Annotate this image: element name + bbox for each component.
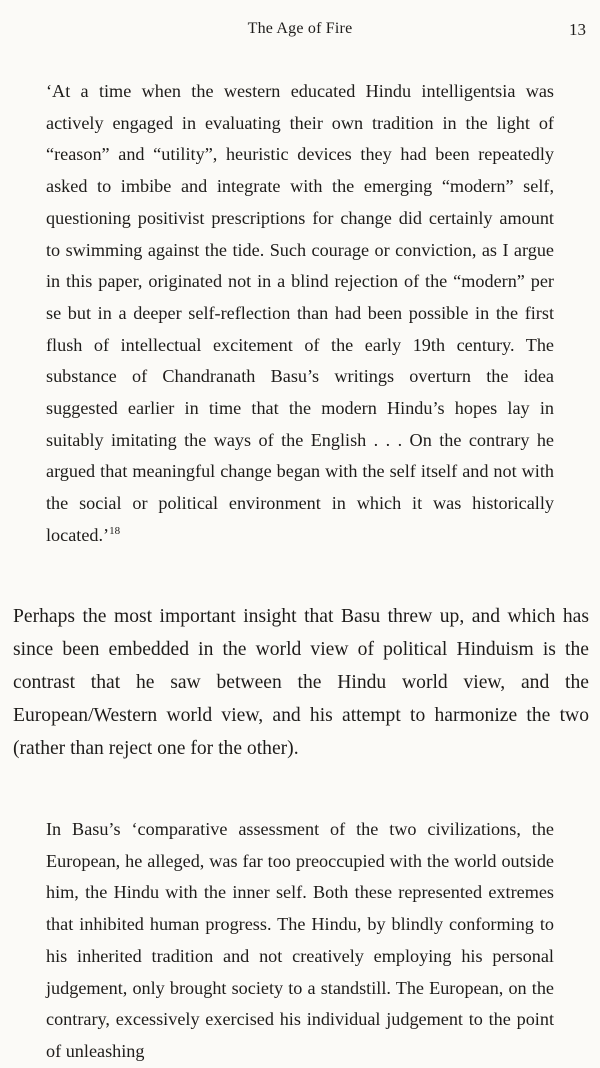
page-number: 13 [569, 20, 586, 39]
block-quote-text: ‘At a time when the western educated Hindu intelligentsia was actively engaged in evaluating their own tradition in the light of “reason” and “utility”, heuristic devices they had been repeatedly asked to imbibe and integrate with the emerging “modern” self, questioning positivist prescriptions for change did certainly amount to swimming against the tide. Such courage or conviction, as I argue in this paper, originated not in a blind rejection of the “modern” per se but in a deeper self-reflection than had been possible in the first flush of intellectual excitement of the early 19th century. The substance of Chandranath Basu’s writings overturn the idea suggested earlier in time that the modern Hindu’s hopes lay in suitably imitating the ways of the English . . . On the contrary he argued that meaningful change began with the self itself and not with the social or political environment in which it was historically located.’ [46, 81, 554, 545]
body-paragraph [13, 600, 589, 765]
block-quote-text: In Basu’s ‘comparative assessment of the two civilizations, the European, he alleged, was far too preoccupied with the world outside him, the Hindu with the inner self. Both these represented extremes that inhibited human progress. The Hindu, by blindly conforming to his inherited tradition and not creatively employing his personal judgement, only brought society to a standstill. The European, on the contrary, excessively exercised his individual judgement to the point of unleashing [46, 819, 554, 1061]
running-header [0, 20, 600, 44]
body-paragraph-text: Perhaps the most important insight that Basu threw up, and which has since been embedded in the world view of political Hinduism is the contrast that he saw between the Hindu world view, and the European/Western world view, and his attempt to harmonize the two (rather than reject one for the other). [13, 606, 589, 759]
block-quote-chandranath-basu [46, 76, 554, 552]
footnote-marker: 18 [109, 524, 121, 537]
block-quote-comparative-assessment [46, 814, 554, 1068]
running-title: The Age of Fire [247, 20, 353, 37]
